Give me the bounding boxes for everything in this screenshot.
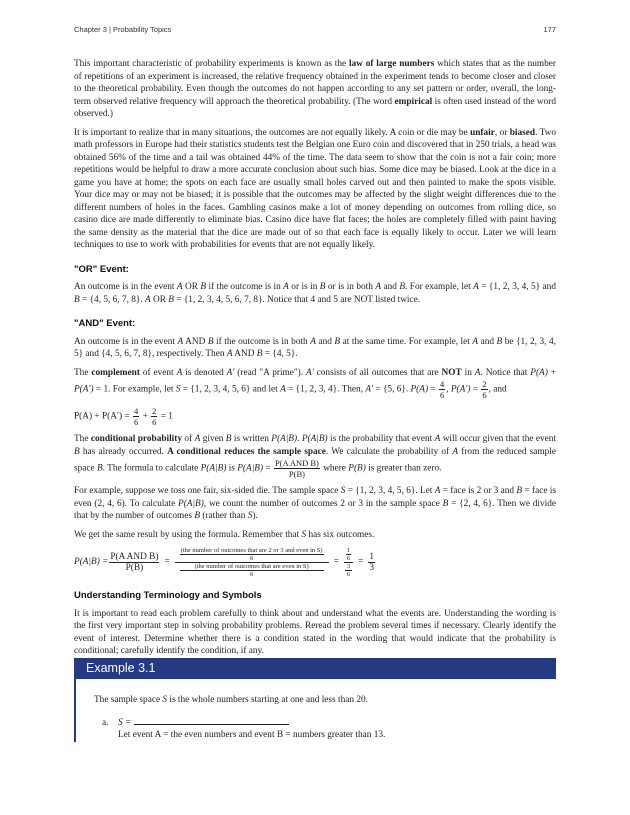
example-body — [94, 694, 554, 742]
answer-blank[interactable] — [134, 716, 289, 725]
and-event-heading: "AND" Event: — [74, 318, 136, 329]
example-box — [74, 658, 556, 742]
example-item-a: a. S = Let event A = the even numbers and event B = numbers greater than 13. — [94, 716, 554, 742]
term-empirical: empirical — [394, 96, 433, 107]
page-body — [74, 58, 556, 664]
terminology-paragraph: It is important to read each problem carefully to think about and understand what the events are. Understanding the wording is the first very important step in solving probability problems. Reread the problem several times if necessary. Clearly identify the event of interest. Determine whether there is a condition stated in the wording that would indicate that the probability is conditional; carefully identify the condition, if any. — [74, 608, 556, 656]
fraction-4-6: $\frac{4}{6}$ — [439, 379, 445, 400]
fraction-2-6-sum: $\frac{2}{6}$ — [152, 406, 157, 427]
example-title: Example 3.1 — [74, 658, 556, 679]
example-intro: The sample space S is the whole numbers starting at one and less than 20. — [94, 695, 368, 705]
page-number: 177 — [543, 25, 556, 34]
fraction-4-6-sum: $\frac{4}{6}$ — [133, 406, 139, 427]
terminology-heading: Understanding Terminology and Symbols — [74, 590, 262, 601]
complement-paragraph: The complement of event A is denoted A′ (read "A prime"). A′ consists of all outcomes that are NOT in A. Notice that P(A) + P(A′) = 1. For example, let S = {1, 2, 3, 4, 5, 6} and let A = {1, 2, 3, 4}. Then, A′ = {5, 6}. P(A) = $\frac{4}{6}$ , P(A′) = $\frac{2}{6}$ , and — [74, 367, 556, 400]
term-biased: biased — [509, 127, 536, 138]
conditional-probability-paragraph: The conditional probability of A given B is written P(A|B). P(A|B) is the probability that event A will occur given that the event B has already occurred. A conditional reduces the sample space. We calculate the probability of A from the reduced sample space B. The formula to calculate P(A|B) is P(A|B) = $\frac{\text{P(A AND B)}}{P(B)}$ where P(B) is greater than zero. — [74, 434, 557, 479]
unfair-coin-paragraph: It is important to realize that in many situations, the outcomes are not equally likely. A coin or die may be unfair, or biased. Two math professors in Europe had their statistics students test the Belgian one Euro coin and discovered that in 250 trials, a head was obtained 56% of the time and a tail was obtained 44% of the time. The data seem to show that the coin is not a fair coin; more repetitions would be helpful to draw a more accurate conclusion about such bias. Some dice may be biased. Look at the dice in a game you have at home; the spots on each face are usually small holes carved out and then painted to make the spots visible. Your dice may or may not be biased; it is possible that the outcomes may be affected by the slight weight differences due to the different numbers of holes in the faces. Gambling casinos make a lot of money depending on outcomes from rolling dice, so casino dice are made differently to eliminate bias. Casino dice have flat faces; the holes are completely filled with paint having the same density as the material that the dice are made out of so that each face is equally likely to occur. Later we will learn techniques to use to work with probabilities for events that are not equally likely. — [74, 127, 557, 250]
page-header — [74, 25, 556, 37]
term-unfair: unfair — [470, 127, 495, 138]
complement-sum: P(A) + P(A′) = $\frac{4}{6}$ + $\frac{2}{6}$ = 1 — [74, 406, 173, 427]
term-law-of-large-numbers: law of large numbers — [348, 59, 435, 69]
or-event-paragraph: An outcome is in the event A OR B if the outcome is in A or is in B or is in both A and B. For example, let A = {1, 2, 3, 4, 5} and B = {4, 5, 6, 7, 8}. A OR B = {1, 2, 3, 4, 5, 6, 7, 8}. Notice that 4 and 5 are NOT listed twice. — [74, 282, 556, 305]
conditional-formula: P(A|B) = $\frac{\text{P(A AND B)}}{P(B)}$ = (the number of outcomes that are 2 or 3 and even in S) 6 (the number of outcomes that are even in S) 6 = 1 6 3 6 = $\frac{1}{3}$ — [74, 547, 374, 578]
conditional-formula-fraction: $\frac{\text{P(A AND B)}}{P(B)}$ — [274, 458, 319, 479]
or-event-heading: "OR" Event: — [74, 263, 129, 275]
die-example-paragraph: For example, suppose we toss one fair, six-sided die. The sample space S = {1, 2, 3, 4, 5, 6}. Let A = face is 2 or 3 and B = face is even (2, 4, 6). To calculate P(A|B), we count the number of outcomes 2 or 3 in the sample space B = {2, 4, 6}. Then we divide that by the number of outcomes B (rather than S). — [74, 486, 556, 521]
formula-fraction-counts: 1 6 3 6 — [344, 547, 353, 578]
and-event-paragraph: An outcome is in the event A AND B if the outcome is in both A and B at the same time. For example, let A and B be {1, 2, 3, 4, 5} and {4, 5, 6, 7, 8}, respectively. Then A AND B = {4, 5}. — [74, 336, 557, 359]
fraction-2-6: $\frac{2}{6}$ — [482, 379, 487, 400]
law-of-large-numbers-paragraph: This important characteristic of probability experiments is known as the law of large numbers which states that as the number of repetitions of an experiment is increased, the relative frequency obtained in the experiment tends to become closer and closer to the theoretical probability. Even though the outcomes do not happen according to any set pattern or order, overall, the long-term observed relative frequency will approach the theoretical probability. (The word empirical is often used instead of the word observed.) — [74, 59, 557, 119]
formula-fraction-words: (the number of outcomes that are 2 or 3 and even in S) 6 (the number of outcomes that are even in S) 6 — [175, 547, 329, 578]
example-left-border — [74, 679, 76, 742]
same-result-paragraph: We get the same result by using the formula. Remember that S has six outcomes. — [74, 529, 375, 540]
example-item-a-text: Let event A = the even numbers and event B = numbers greater than 13. — [118, 730, 386, 740]
formula-result-fraction: $\frac{1}{3}$ — [369, 552, 374, 573]
formula-fraction-general: $\frac{\text{P(A AND B)}}{P(B)}$ — [110, 552, 159, 573]
chapter-title: Chapter 3 | Probability Topics — [74, 25, 172, 34]
